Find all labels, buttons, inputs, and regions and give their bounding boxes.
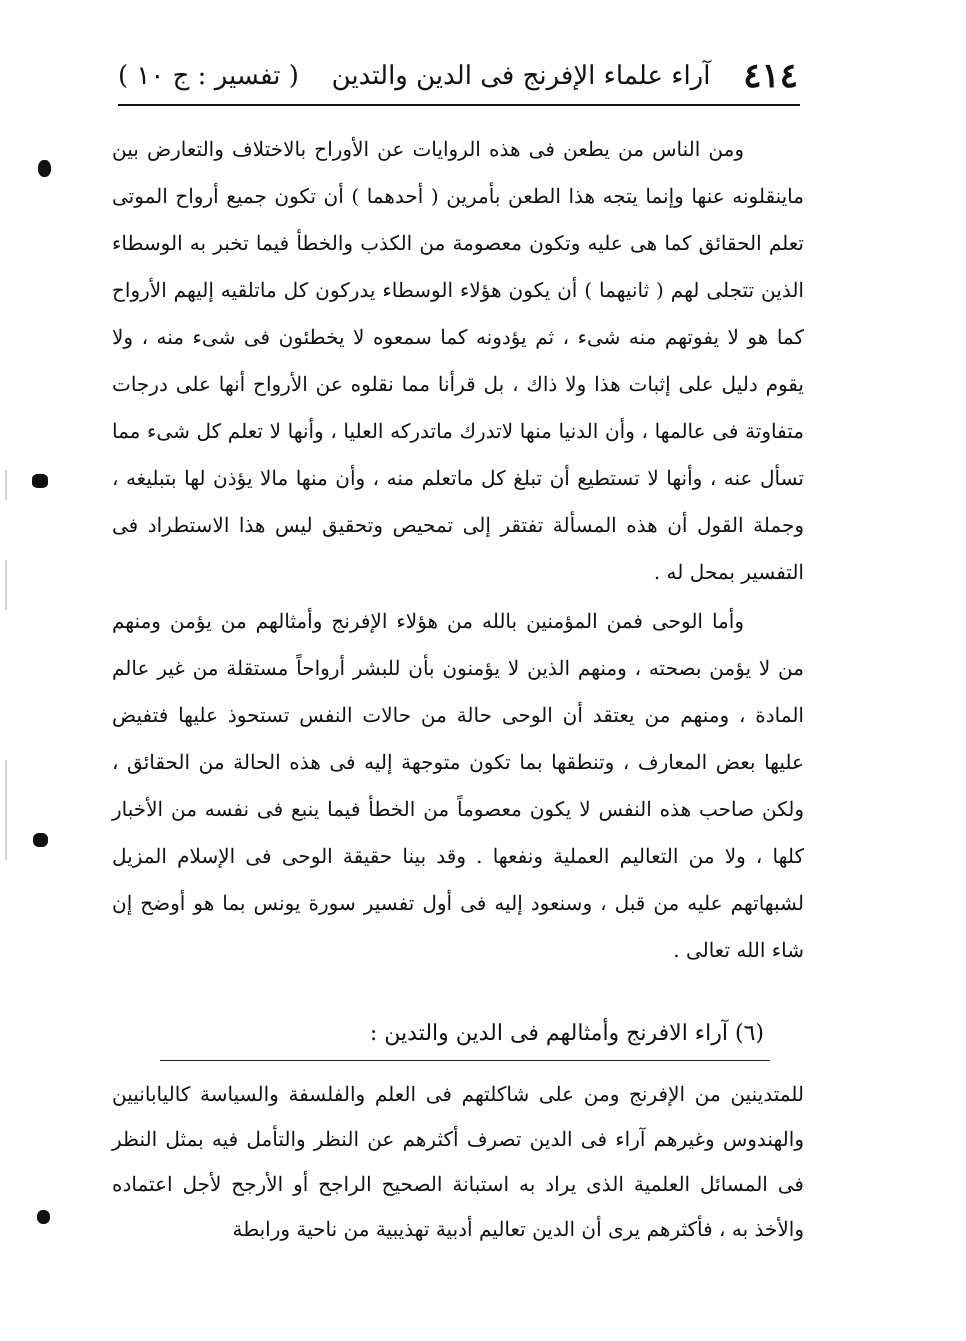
header-rule xyxy=(118,104,800,106)
scan-edge-line xyxy=(5,760,7,860)
binding-hole-mark xyxy=(33,833,48,847)
series-volume-label: ( تفسير : ج ١٠ ) xyxy=(118,61,299,91)
scan-edge-line xyxy=(5,560,7,610)
paragraph-spirits-narrations: ومن الناس من يطعن فى هذه الروايات عن الأوراح بالاختلاف والتعارض بين ماينقلونه عنها وإنما يتجه هذا الطعن بأمرين ( أحدهما ) أن تكون جميع أرواح الموتى تعلم الحقائق كما هى عليه وتكون معصومة من الكذب والخطأ فيما تخبر به الوسطاء الذين تتجلى لهم ( ثانيهما ) أن يكون هؤلاء الوسطاء يدركون كل ماتلقيه إليهم الأرواح كما هو لا يفوتهم منه شىء ، ثم يؤدونه كما سمعوه لا يخطئون فى شىء منه ، ولا يقوم دليل على إثبات هذا ولا ذاك ، بل قرأنا مما نقلوه عن الأرواح أنها على درجات متفاوتة فى عالمها ، وأن الدنيا منها لاتدرك ماتدركه العليا ، وأنها لا تعلم كل شىء مما تسأل عنه ، وأنها لا تستطيع أن تبلغ كل ماتعلم منه ، وأن منها مالا يؤذن لها بتبليغه ، وجملة القول أن هذه المسألة تفتقر إلى تمحيص وتحقيق ليس هذا الاستطراد فى التفسير بمحل له . xyxy=(112,137,805,584)
paragraph-religion-views: للمتدينين من الإفرنج ومن على شاكلتهم فى العلم والفلسفة والسياسة كاليابانيين والهندوس وغيرهم آراء فى الدين تصرف أكثرهم عن النظر والتأمل فيه بمثل النظر فى المسائل العلمية الذى يراد به استبانة الصحيح الراجح أو الأرجح لأجل اعتماده والأخذ به ، فأكثرهم يرى أن الدين تعاليم أدبية تهذيبية من ناحية ورابطة xyxy=(112,1082,805,1241)
binding-hole-mark xyxy=(37,1210,50,1224)
main-text xyxy=(112,126,804,976)
running-title: آراء علماء الإفرنج فى الدين والتدين xyxy=(331,61,711,91)
scan-edge-line xyxy=(5,470,7,500)
running-header xyxy=(118,52,798,100)
heading-underline xyxy=(160,1060,770,1061)
section-heading: (٦) آراء الافرنج وأمثالهم فى الدين والتدين : xyxy=(369,1021,764,1046)
binding-hole-mark xyxy=(32,474,48,488)
paragraph-revelation: وأما الوحى فمن المؤمنين بالله من هؤلاء الإفرنج وأمثالهم من يؤمن ومنهم من لا يؤمن بصحته ، ومنهم الذين لا يؤمنون بأن للبشر أرواحاً مستقلة من غير عالم المادة ، ومنهم من يعتقد أن الوحى حالة من حالات النفس تستحوذ عليها فتفيض عليها بعض المعارف ، وتنطقها بما تكون متوجهة إليه فى هذه الحالة من الحقائق ، ولكن صاحب هذه النفس لا يكون معصوماً من الخطأ فيما ينبع فى نفسه من الأخبار كلها ، ولا من التعاليم العملية ونفعها . وقد بينا حقيقة الوحى فى الإسلام المزيل لشبهاتهم عليه من قبل ، وسنعود إليه فى أول تفسير سورة يونس بما هو أوضح إن شاء الله تعالى . xyxy=(112,609,804,962)
binding-hole-mark xyxy=(38,160,51,177)
page-number: ٤١٤ xyxy=(743,56,798,96)
